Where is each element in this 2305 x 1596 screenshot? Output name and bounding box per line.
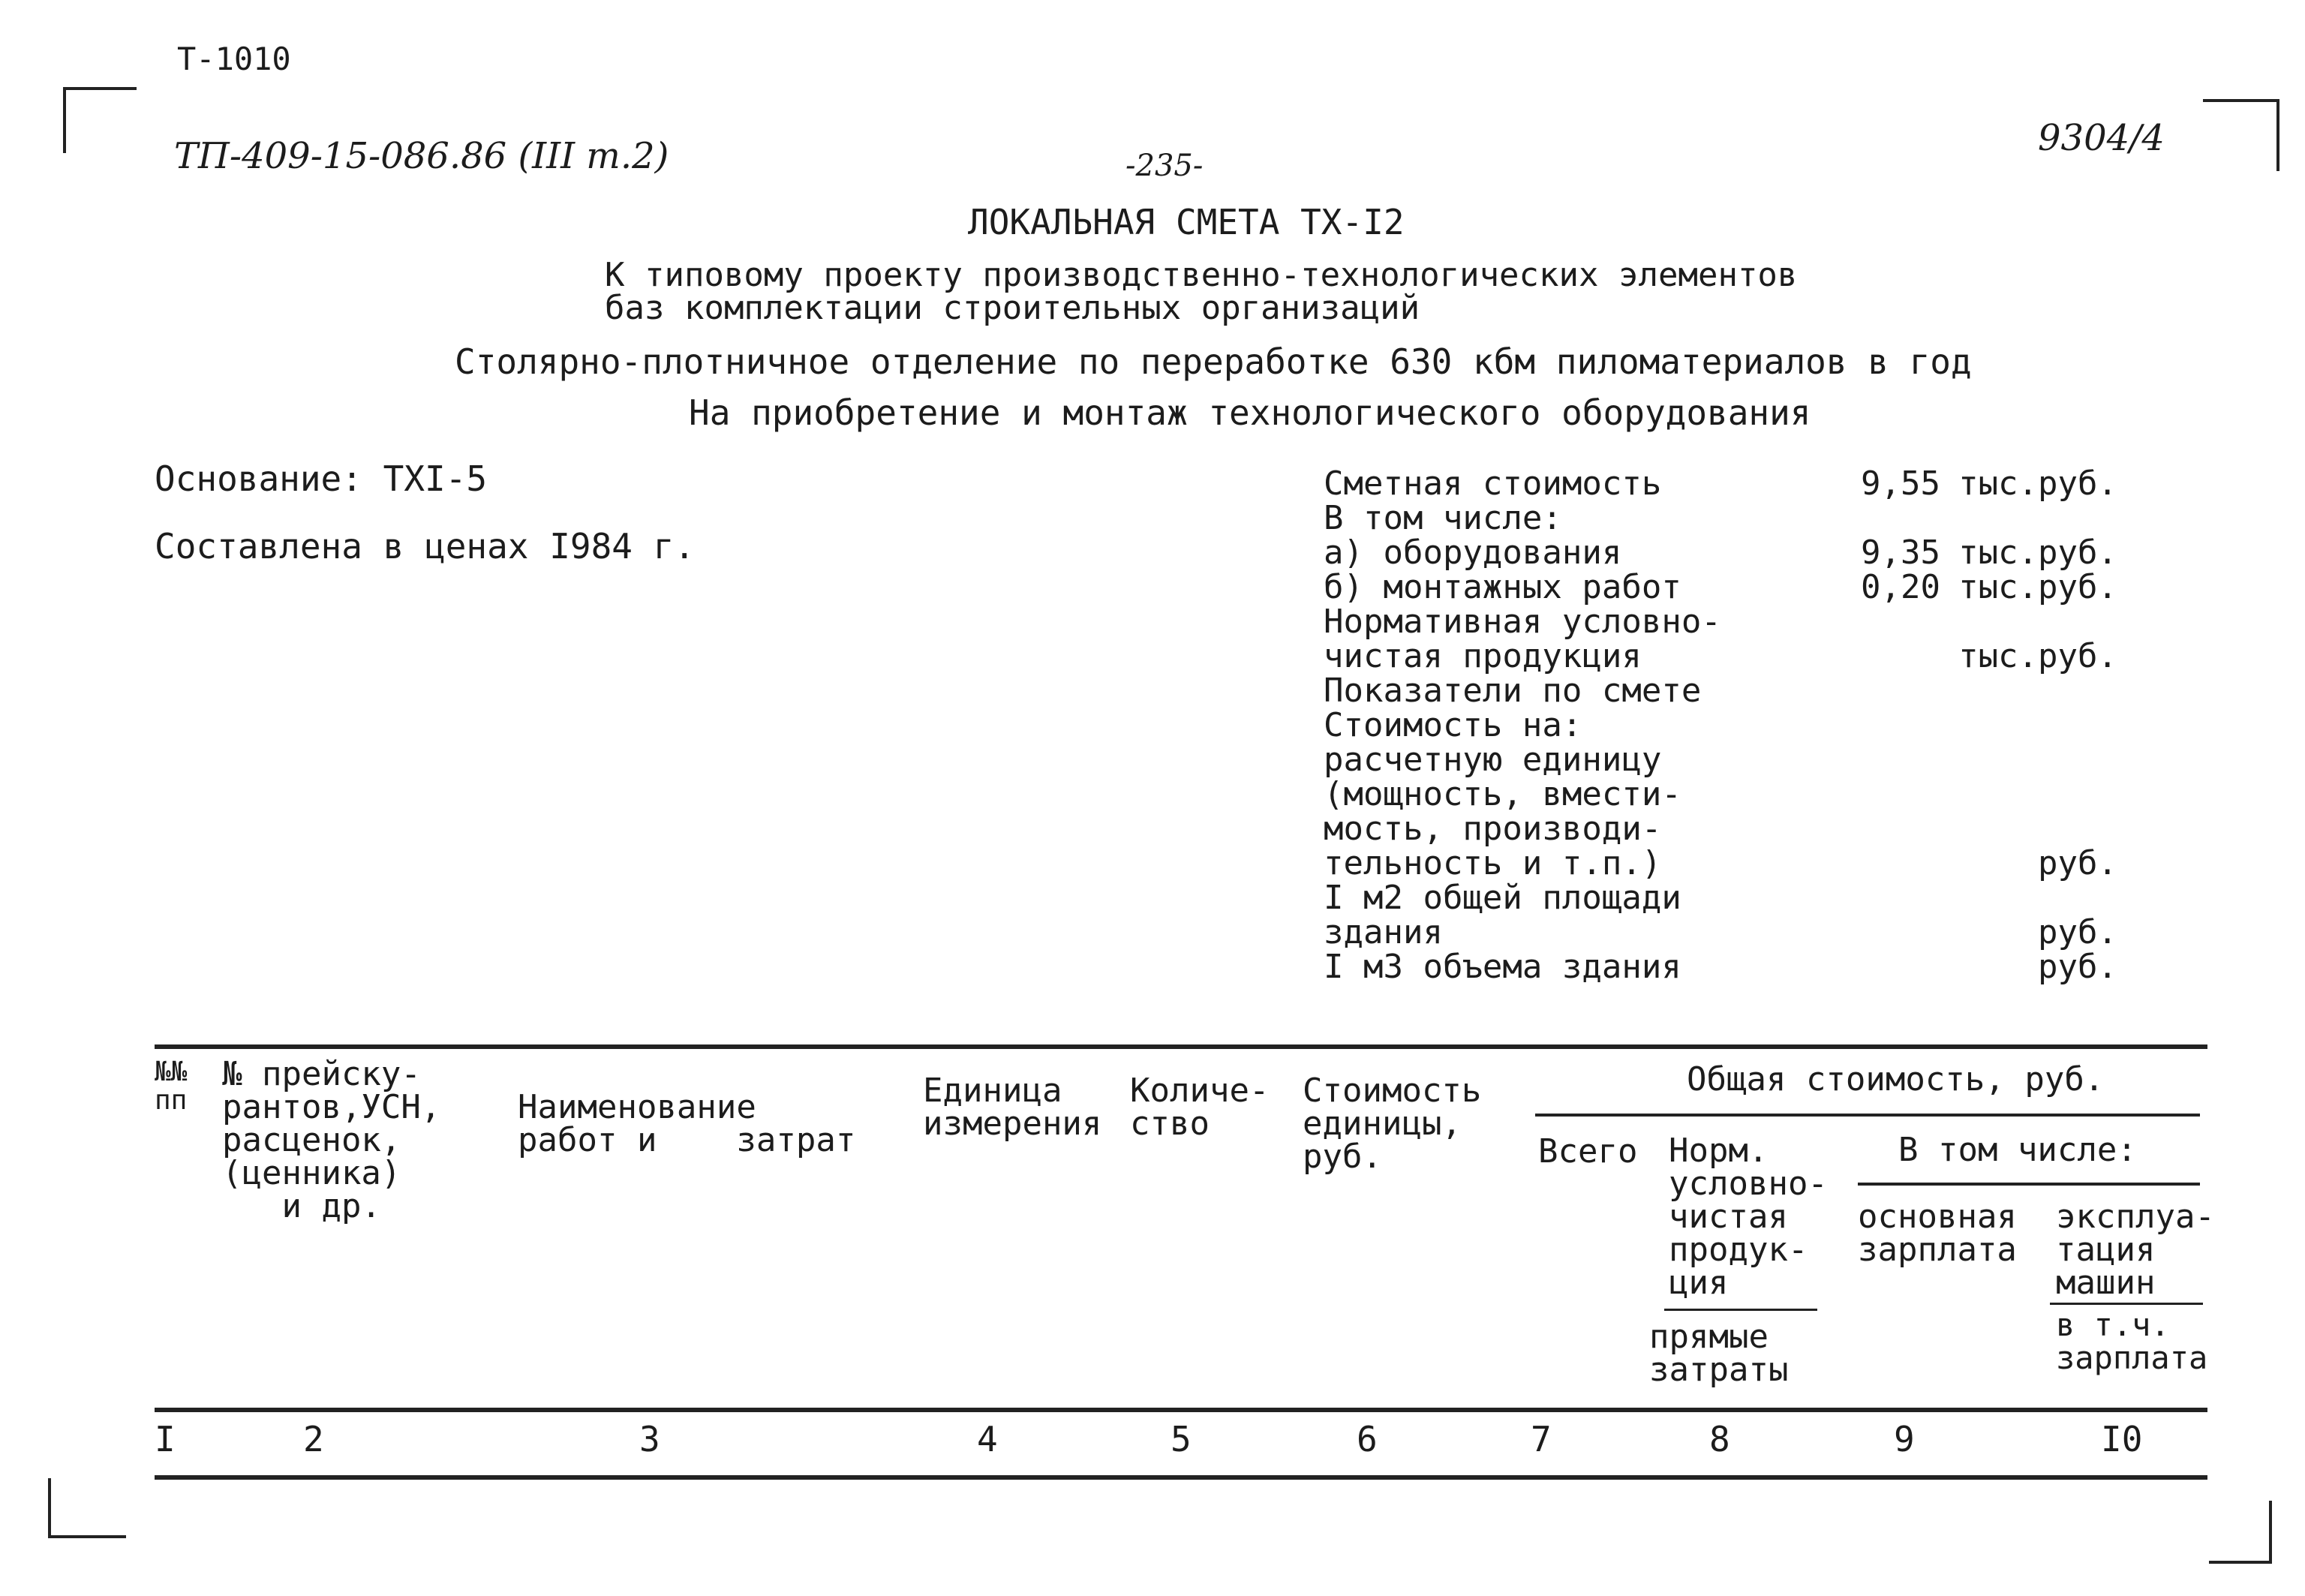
summary-label: В том числе: [1324, 499, 1562, 537]
summary-unit: тыс.руб. [1958, 568, 2117, 606]
col-header-quantity: Количе- ство [1130, 1072, 1270, 1143]
summary-row [1324, 536, 2134, 570]
crop-mark-bottom-right-v [2269, 1501, 2272, 1564]
crop-mark-bottom-right-h [2209, 1561, 2272, 1564]
group-including-rule [1858, 1183, 2200, 1186]
col-header-number: №№ пп [155, 1056, 188, 1116]
summary-row [1324, 605, 2134, 639]
summary-value: 0,20 [1861, 568, 1940, 606]
summary-label: Стоимость на: [1324, 706, 1582, 744]
col-header-unit: Единица измерения [923, 1072, 1102, 1143]
header-bottom-rule [155, 1408, 2207, 1412]
summary-unit: руб. [2038, 844, 2117, 882]
column-number: 4 [977, 1419, 998, 1459]
summary-label: I м3 объема здания [1324, 948, 1681, 986]
summary-row [1324, 846, 2134, 881]
col-header-incl-salary: в т.ч. зарплата [2056, 1306, 2208, 1376]
summary-unit: руб. [2038, 913, 2117, 951]
table-top-rule [155, 1044, 2207, 1049]
column-number: 7 [1531, 1419, 1552, 1459]
summary-label: Сметная стоимость [1324, 464, 1662, 503]
col-header-direct-costs: прямые затраты [1649, 1318, 1789, 1389]
summary-unit: тыс.руб. [1958, 637, 2117, 675]
col-header-machine-operation: эксплуа- тация машин [2056, 1198, 2215, 1302]
summary-label: б) монтажных работ [1324, 568, 1681, 606]
summary-row [1324, 570, 2134, 605]
column-number: 6 [1357, 1419, 1378, 1459]
crop-mark-top-right-v [2276, 99, 2279, 171]
summary-row [1324, 743, 2134, 777]
column-number: I0 [2101, 1419, 2143, 1459]
column-number: 9 [1894, 1419, 1915, 1459]
archive-number: 9304/4 [2038, 117, 2165, 159]
summary-label: (мощность, вмести- [1324, 775, 1681, 813]
subtitle-line1: К типовому проекту производственно-технологических элементов [605, 256, 1798, 294]
crop-mark-bottom-left-v [48, 1478, 51, 1538]
summary-label: Показатели по смете [1324, 672, 1702, 710]
page-title: ЛОКАЛЬНАЯ СМЕТА ТХ-I2 [968, 202, 1405, 242]
crop-mark-top-left-v [63, 87, 66, 153]
summary-value: 9,55 [1861, 464, 1940, 503]
summary-row [1324, 950, 2134, 984]
crop-mark-top-left-h [63, 87, 137, 90]
summary-row [1324, 708, 2134, 743]
summary-label: тельность и т.п.) [1324, 844, 1662, 882]
table-number-rule [155, 1475, 2207, 1480]
summary-label: чистая продукция [1324, 637, 1642, 675]
column-number: I [155, 1419, 176, 1459]
summary-row [1324, 812, 2134, 846]
doc-code: Т-1010 [177, 41, 291, 77]
column-number: 8 [1709, 1419, 1730, 1459]
summary-row [1324, 915, 2134, 950]
col-header-name: Наименование работ и затрат [518, 1088, 856, 1159]
summary-label: а) оборудования [1324, 534, 1622, 572]
summary-row [1324, 674, 2134, 708]
col-header-norm-product: Норм. условно- чистая продук- ция [1669, 1132, 1828, 1302]
summary-label: мость, производи- [1324, 810, 1662, 848]
subtitle-line2: баз комплектации строительных организаций [605, 289, 1420, 327]
summary-row [1324, 501, 2134, 536]
basis: Основание: ТХI-5 [155, 458, 488, 499]
summary-label: I м2 общей площади [1324, 879, 1681, 917]
summary-unit: тыс.руб. [1958, 464, 2117, 503]
col-header-total: Всего [1538, 1132, 1638, 1171]
col-header-unit-cost: Стоимость единицы, руб. [1303, 1072, 1482, 1176]
summary-value: 9,35 [1861, 534, 1940, 572]
col-header-pricelist: № прейску- рантов,УСН, расценок, (ценника) и др. [222, 1055, 441, 1225]
summary-label: здания [1324, 913, 1443, 951]
machine-operation-rule [2050, 1303, 2203, 1305]
col-group-including: В том числе: [1898, 1131, 2137, 1169]
summary-row [1324, 464, 2134, 503]
price-year: Составлена в ценах I984 г. [155, 526, 696, 567]
col-group-total-cost: Общая стоимость, руб. [1687, 1060, 2105, 1099]
group-total-rule [1535, 1114, 2200, 1117]
column-number: 5 [1171, 1419, 1192, 1459]
column-number: 3 [639, 1419, 660, 1459]
subtitle-line4: На приобретение и монтаж технологического оборудования [689, 392, 1811, 433]
col-header-base-salary: основная зарплата [1858, 1198, 2017, 1269]
summary-row [1324, 639, 2134, 674]
summary-label: Нормативная условно- [1324, 603, 1721, 641]
summary-row [1324, 881, 2134, 915]
page-number: -235- [1125, 149, 1204, 183]
column-number: 2 [303, 1419, 324, 1459]
project-code: ТП-409-15-086.86 (III т.2) [174, 135, 669, 177]
subtitle-line3: Столярно-плотничное отделение по переработке 630 кбм пиломатериалов в год [455, 341, 1972, 382]
crop-mark-top-right-h [2203, 99, 2279, 102]
summary-unit: руб. [2038, 948, 2117, 986]
summary-label: расчетную единицу [1324, 741, 1662, 779]
norm-product-rule [1664, 1309, 1817, 1311]
crop-mark-bottom-left-h [48, 1535, 126, 1538]
summary-row [1324, 777, 2134, 812]
summary-unit: тыс.руб. [1958, 534, 2117, 572]
